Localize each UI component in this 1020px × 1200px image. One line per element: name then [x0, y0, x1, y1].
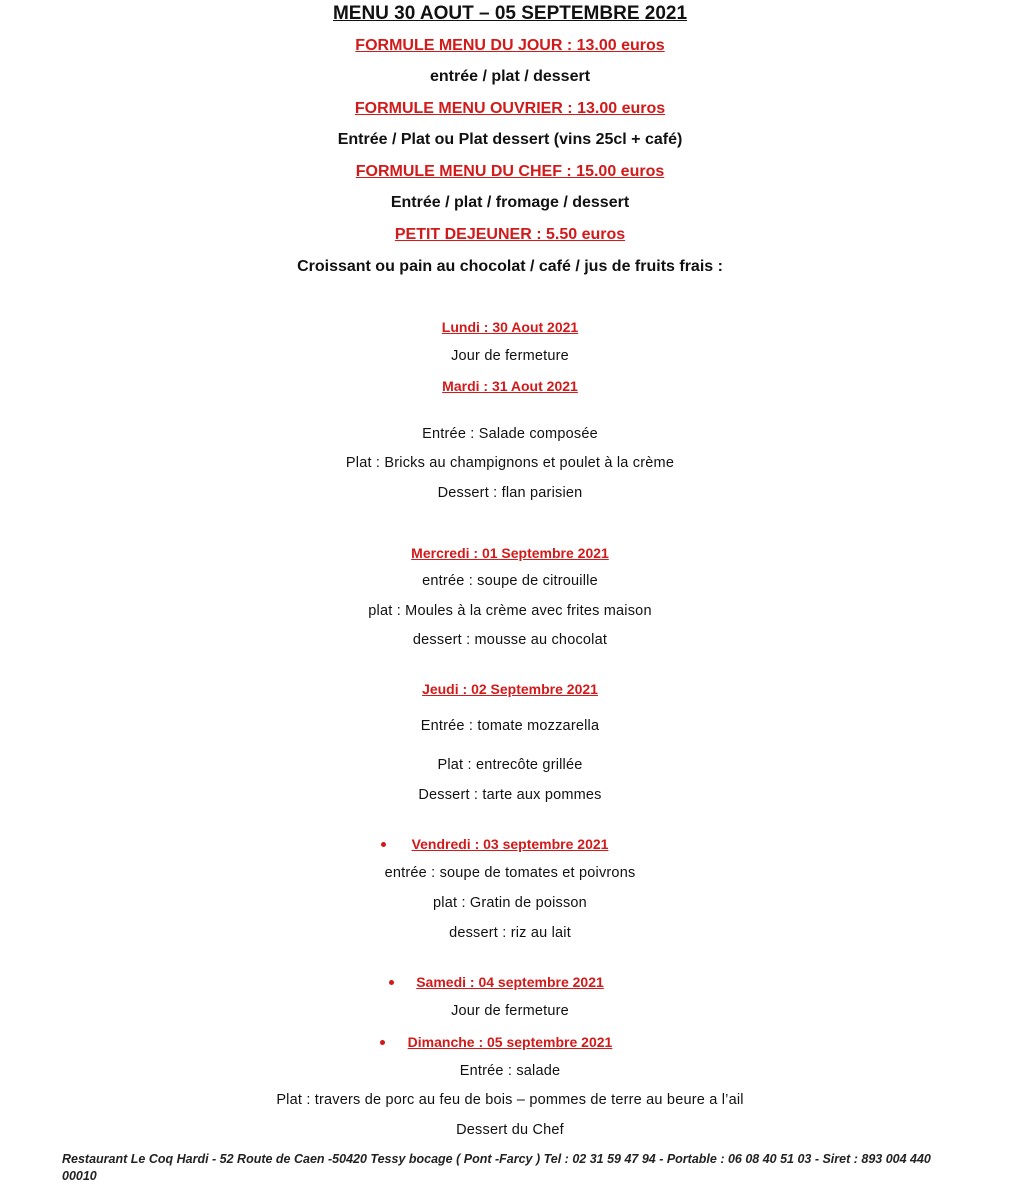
formula-petit-dejeuner-desc: Croissant ou pain au chocolat / café / jus de fruits frais : [297, 258, 723, 275]
day-line: plat : Gratin de poisson [433, 895, 587, 911]
day-line: plat : Moules à la crème avec frites maison [368, 603, 652, 619]
day-line: Plat : travers de porc au feu de bois – pommes de terre au beure a l’ail [276, 1092, 744, 1108]
day-line: Plat : entrecôte grillée [437, 757, 583, 773]
day-line: entrée : soupe de citrouille [422, 573, 598, 589]
day-line: Jour de fermeture [451, 348, 569, 364]
formula-menu-ouvrier: FORMULE MENU OUVRIER : 13.00 euros [354, 100, 666, 117]
day-line: Entrée : tomate mozzarella [420, 718, 600, 734]
formula-menu-chef: FORMULE MENU DU CHEF : 15.00 euros [355, 163, 665, 180]
day-heading-vendredi: Vendredi : 03 septembre 2021 [411, 836, 609, 852]
formula-menu-ouvrier-desc: Entrée / Plat ou Plat dessert (vins 25cl + café) [337, 131, 683, 148]
day-line: Dessert : tarte aux pommes [418, 787, 602, 803]
footer-contact: Restaurant Le Coq Hardi - 52 Route de Caen -50420 Tessy bocage ( Pont -Farcy ) Tel : 02 31 59 47 94 - Portable : 06 08 40 51 03 - Siret : 893 004 440 00010 [62, 1152, 931, 1183]
day-heading-mardi: Mardi : 31 Aout 2021 [442, 378, 578, 394]
day-line: entrée : soupe de tomates et poivrons [384, 865, 636, 881]
day-line: dessert : riz au lait [449, 925, 571, 941]
formula-petit-dejeuner: PETIT DEJEUNER : 5.50 euros [394, 226, 626, 243]
day-heading-dimanche: Dimanche : 05 septembre 2021 [407, 1034, 613, 1050]
day-heading-jeudi: Jeudi : 02 Septembre 2021 [422, 681, 598, 697]
day-line: dessert : mousse au chocolat [412, 632, 608, 648]
day-heading-lundi: Lundi : 30 Aout 2021 [441, 319, 579, 335]
formula-menu-jour: FORMULE MENU DU JOUR : 13.00 euros [355, 37, 665, 54]
day-line: Entrée : Salade composée [422, 426, 598, 442]
page-title: MENU 30 AOUT – 05 SEPTEMBRE 2021 [332, 3, 688, 24]
formula-menu-jour-desc: entrée / plat / dessert [429, 68, 591, 85]
day-line: Dessert du Chef [456, 1122, 564, 1138]
day-line: Dessert : flan parisien [437, 485, 583, 501]
day-heading-samedi: Samedi : 04 septembre 2021 [416, 974, 604, 990]
day-line: Entrée : salade [459, 1063, 561, 1079]
day-line: Plat : Bricks au champignons et poulet à la crème [345, 455, 675, 471]
day-heading-mercredi: Mercredi : 01 Septembre 2021 [411, 545, 609, 561]
formula-menu-chef-desc: Entrée / plat / fromage / dessert [390, 194, 630, 211]
day-line: Jour de fermeture [451, 1003, 569, 1019]
